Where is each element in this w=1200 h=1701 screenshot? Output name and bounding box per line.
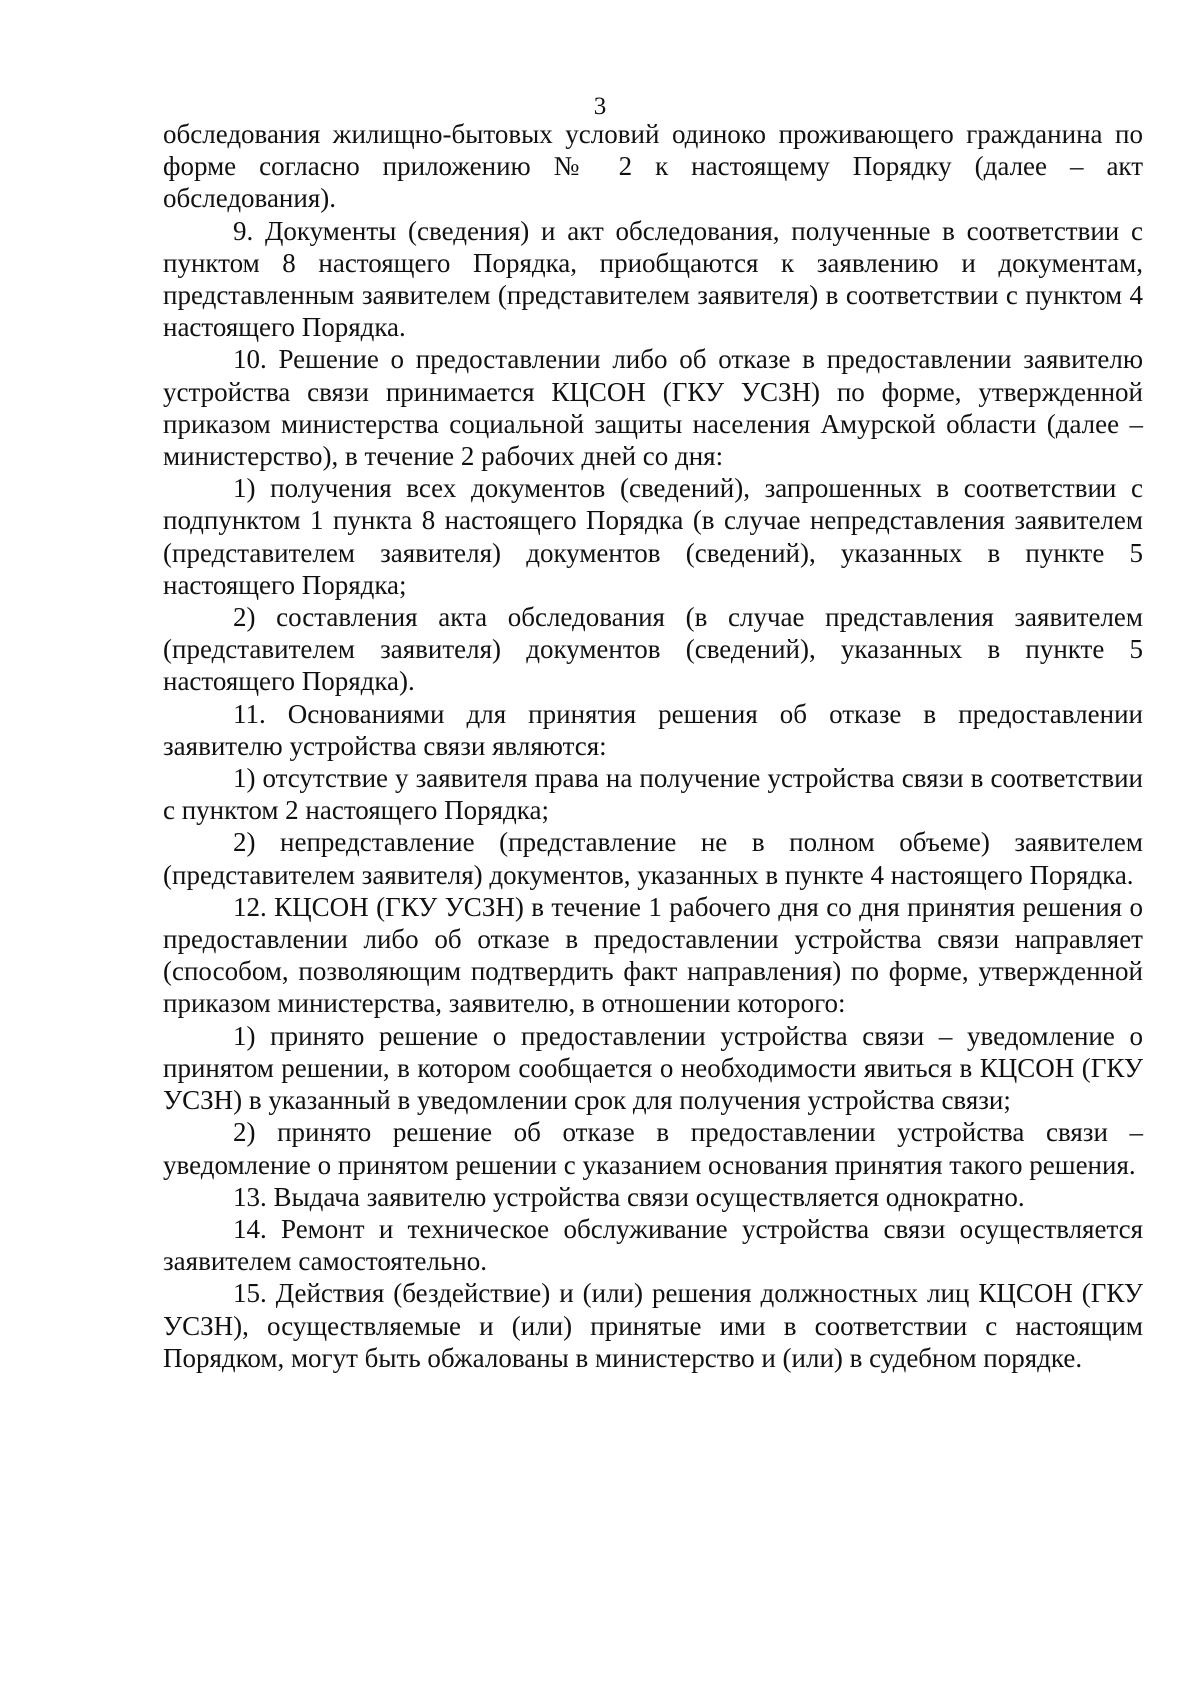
paragraph-item-14: 14. Ремонт и техническое обслуживание устройства связи осуществляется заявителем самостоятельно. <box>163 1213 1143 1277</box>
paragraph-item-10-sub-1: 1) получения всех документов (сведений), запрошенных в соответствии с подпунктом 1 пункта 8 настоящего Порядка (в случае непредставления заявителем (представителем заявителя) документов (сведений), указанных в пункте 5 настоящего Порядка; <box>163 473 1143 600</box>
paragraph-continuation: обследования жилищно-бытовых условий одиноко проживающего гражданина по форме согласно приложению № 2 к настоящему Порядку (далее – акт обследования). <box>163 119 1143 214</box>
paragraph-item-12-sub-2: 2) принято решение об отказе в предоставлении устройства связи – уведомление о принятом решении с указанием основания принятия такого решения. <box>163 1117 1143 1180</box>
paragraph-item-10: 10. Решение о предоставлении либо об отказе в предоставлении заявителю устройства связи принимается КЦСОН (ГКУ УСЗН) по форме, утвержденной приказом министерства социальной защиты населения Амурской области (далее – министерство), в течение 2 рабочих дней со дня: <box>163 344 1143 472</box>
paragraph-item-12: 12. КЦСОН (ГКУ УСЗН) в течение 1 рабочего дня со дня принятия решения о предоставлении либо об отказе в предоставлении устройства связи направляет (способом, позволяющим подтвердить факт направления) по форме, утвержденной приказом министерства, заявителю, в отношении которого: <box>163 891 1143 1019</box>
paragraph-item-11-sub-1: 1) отсутствие у заявителя права на получение устройства связи в соответствии с пунктом 2 настоящего Порядка; <box>163 763 1143 826</box>
paragraph-item-12-sub-1: 1) принято решение о предоставлении устройства связи – уведомление о принятом решении, в котором сообщается о необходимости явиться в КЦСОН (ГКУ УСЗН) в указанный в уведомлении срок для получения устройства связи; <box>163 1020 1143 1116</box>
paragraph-item-9: 9. Документы (сведения) и акт обследования, полученные в соответствии с пунктом 8 настоящего Порядка, приобщаются к заявлению и документам, представленным заявителем (представителем заявителя) в соответствии с пунктом 4 настоящего Порядка. <box>163 215 1143 343</box>
paragraph-item-10-sub-2: 2) составления акта обследования (в случае представления заявителем (представителем заявителя) документов (сведений), указанных в пункте 5 настоящего Порядка). <box>163 602 1143 697</box>
page-number: 3 <box>593 93 607 120</box>
paragraph-item-11: 11. Основаниями для принятия решения об отказе в предоставлении заявителю устройства связи являются: <box>163 698 1143 761</box>
paragraph-item-15: 15. Действия (бездействие) и (или) решения должностных лиц КЦСОН (ГКУ УСЗН), осуществляемые и (или) принятые ими в соответствии с настоящим Порядком, могут быть обжалованы в министерство и (или) в судебном порядке. <box>163 1278 1143 1373</box>
paragraph-item-11-sub-2: 2) непредставление (представление не в полном объеме) заявителем (представителем заявителя) документов, указанных в пункте 4 настоящего Порядка. <box>163 827 1143 890</box>
paragraph-item-13: 13. Выдача заявителю устройства связи осуществляется однократно. <box>233 1181 1025 1212</box>
document-body <box>163 118 1143 1374</box>
